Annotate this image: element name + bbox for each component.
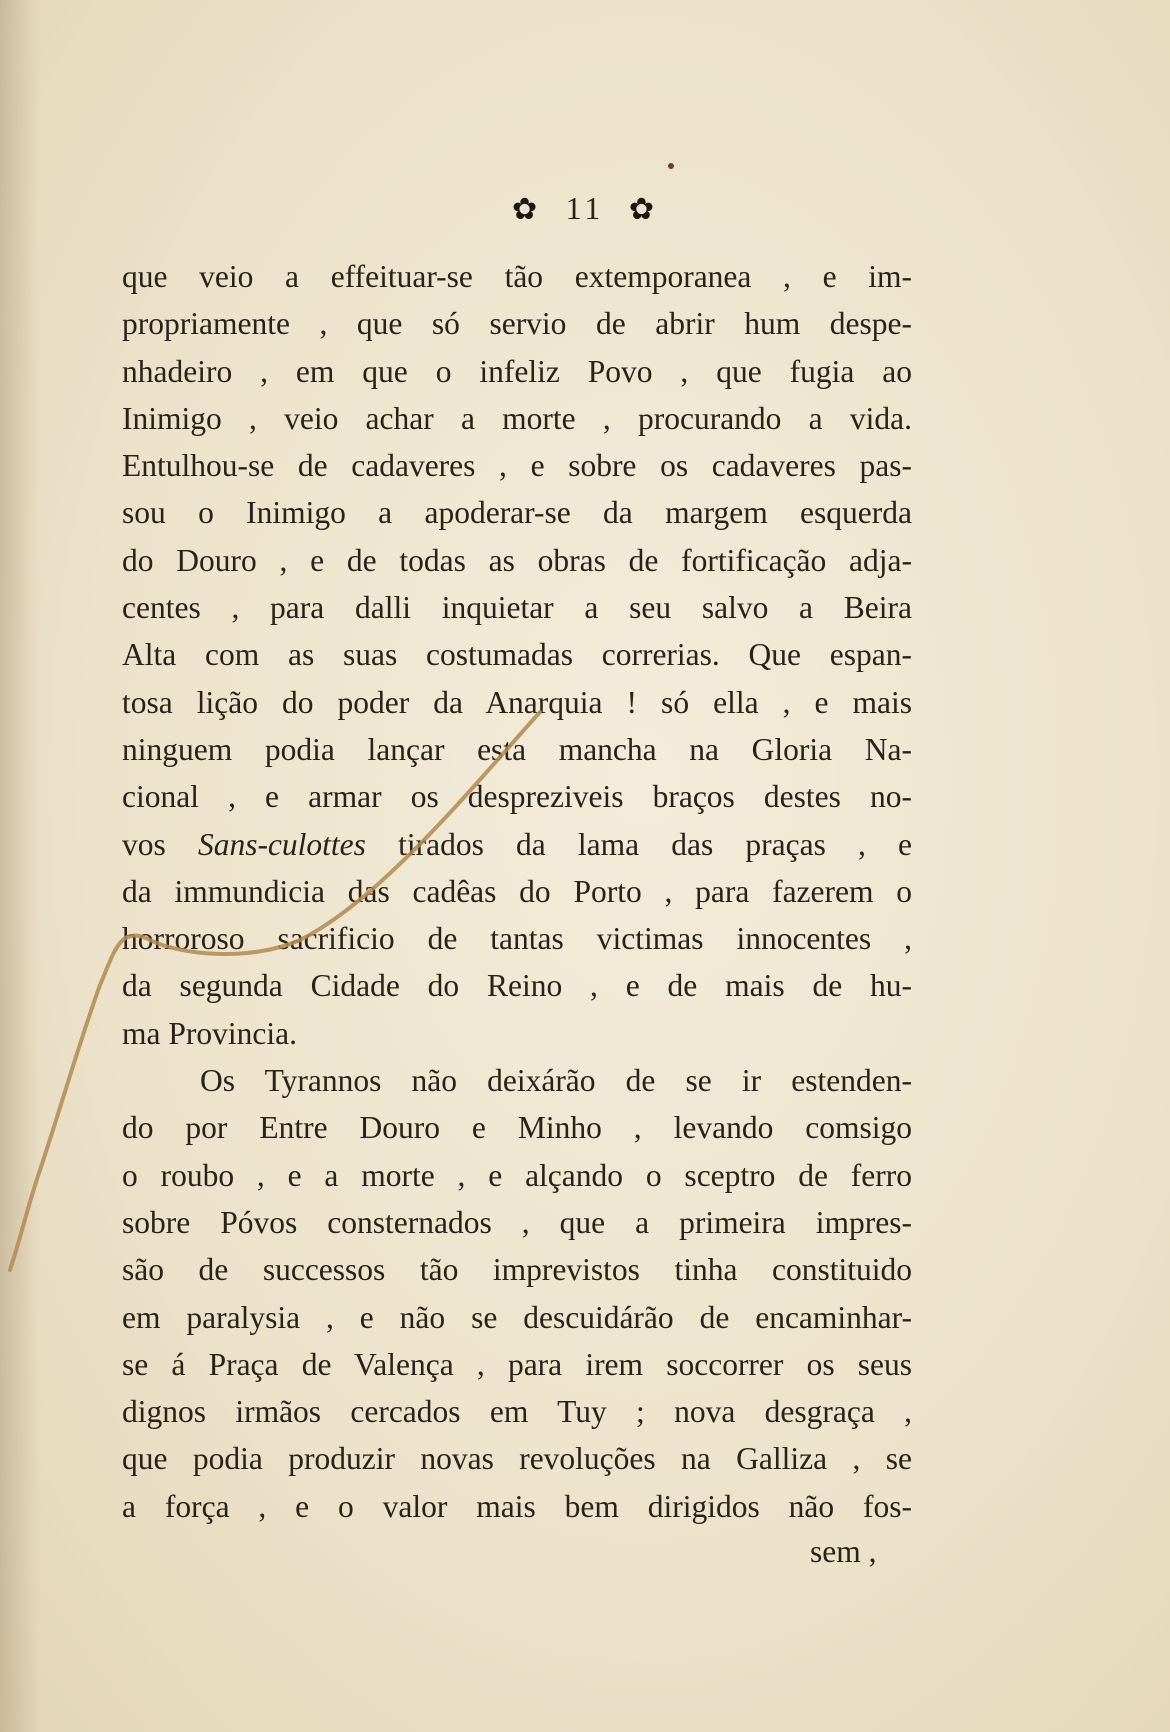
text-line: nhadeiro , em que o infeliz Povo , que fugia ao [122, 353, 912, 389]
right-flower-ornament-icon: ✿ [628, 193, 659, 226]
body-text [122, 253, 912, 1530]
text-line: que veio a effeituar-se tão extemporanea , e im- [122, 259, 912, 294]
text-line: horroroso sacrificio de tantas victimas innocentes , [122, 921, 912, 957]
text-line: cional , e armar os despreziveis braços destes no- [122, 779, 912, 815]
text-line: do Douro , e de todas as obras de fortificação adja- [122, 542, 912, 578]
text-line: sobre Póvos consternados , que a primeira impres- [122, 1204, 912, 1240]
text-line: são de successos tão imprevistos tinha constituido [122, 1252, 912, 1288]
text-line: do por Entre Douro e Minho , levando comsigo [122, 1110, 912, 1146]
text-line: se á Praça de Valença , para irem soccorrer os seus [122, 1346, 912, 1382]
text-fragment: tirados da lama das praças , e [398, 826, 913, 862]
text-line: dignos irmãos cercados em Tuy ; nova desgraça , [122, 1394, 912, 1430]
page-number: 11 [565, 190, 605, 226]
ink-speck [668, 163, 674, 169]
page-header [0, 190, 1170, 228]
text-line: da immundicia das cadêas do Porto , para fazerem o [122, 873, 912, 909]
text-line: Alta com as suas costumadas correrias. Que espan- [122, 637, 912, 673]
text-line: centes , para dalli inquietar a seu salvo a Beira [122, 590, 912, 626]
text-line: que podia produzir novas revoluções na Galliza , se [122, 1441, 912, 1477]
left-flower-ornament-icon: ✿ [511, 193, 542, 226]
page-edge-shadow [0, 0, 40, 1732]
catchword: sem , [810, 1534, 877, 1569]
text-line: tosa lição do poder da Anarquia ! só ella , e mais [122, 684, 912, 720]
text-line: Inimigo , veio achar a morte , procurando a vida. [122, 400, 912, 436]
text-line: propriamente , que só servio de abrir hum despe- [122, 306, 912, 342]
text-line: o roubo , e a morte , e alçando o sceptro de ferro [122, 1157, 912, 1193]
text-line: a força , e o valor mais bem dirigidos não fos- [122, 1488, 912, 1524]
text-line: ma Provincia. [122, 1015, 297, 1051]
text-line-with-italic [122, 821, 912, 868]
text-line: ninguem podia lançar esta mancha na Gloria Na- [122, 731, 912, 767]
text-line: em paralysia , e não se descuidárão de encaminhar- [122, 1299, 912, 1335]
paragraph-start-line: Os Tyrannos não deixárão de se ir estenden- [200, 1063, 912, 1099]
text-fragment: vos [122, 826, 166, 862]
text-line: Entulhou-se de cadaveres , e sobre os cadaveres pas- [122, 448, 912, 484]
text-line: sou o Inimigo a apoderar-se da margem esquerda [122, 495, 912, 531]
italic-phrase: Sans-culottes [197, 826, 366, 862]
text-line: da segunda Cidade do Reino , e de mais de hu- [122, 968, 912, 1004]
